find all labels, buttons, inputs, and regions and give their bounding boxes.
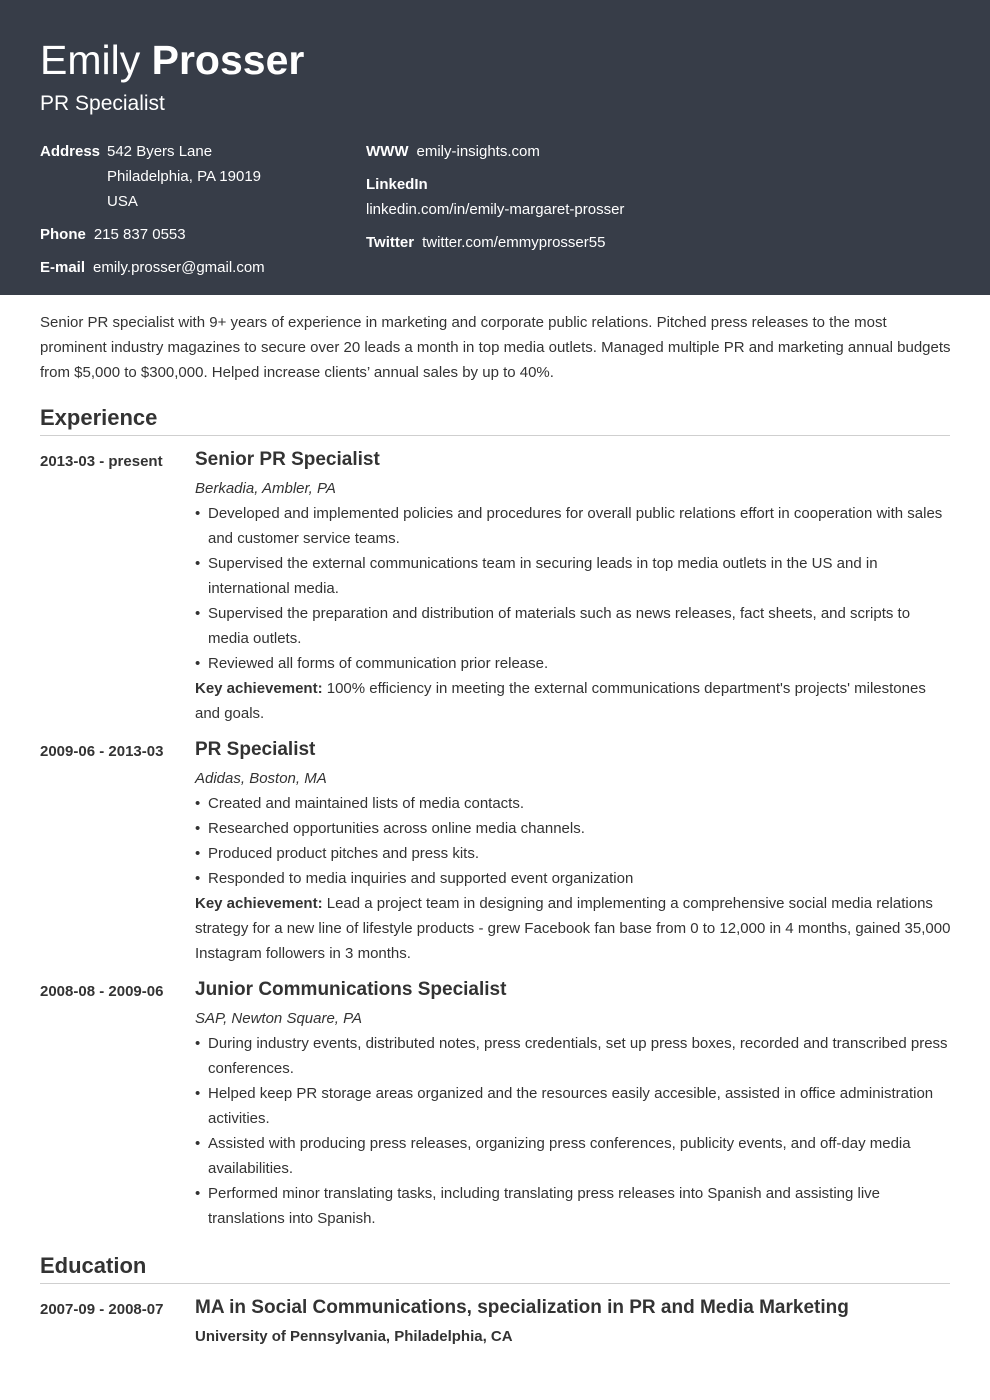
twitter-link[interactable]: twitter.com/emmyprosser55 (422, 234, 606, 251)
candidate-name (40, 36, 304, 84)
job-bullet: • Produced product pitches and press kits. (195, 841, 952, 866)
phone-value[interactable]: 215 837 0553 (93, 226, 186, 243)
education-school: University of Pennsylvania, Philadelphia, CA (195, 1328, 513, 1345)
key-achievement-label: Key achievement: (195, 895, 323, 912)
job-title: Junior Communications Specialist (195, 979, 507, 1000)
twitter-label: Twitter (366, 234, 415, 251)
education-body (195, 1297, 952, 1349)
key-achievement (195, 891, 952, 966)
linkedin-label: LinkedIn (366, 176, 428, 193)
job-body (195, 449, 952, 726)
www-link[interactable]: emily-insights.com (416, 143, 540, 160)
job-bullets (195, 791, 952, 891)
experience-heading: Experience (40, 404, 950, 436)
address-line: Philadelphia, PA 19019 (107, 168, 262, 185)
email-link[interactable]: emily.prosser@gmail.com (93, 259, 265, 276)
job-body (195, 739, 952, 966)
address-lines (107, 139, 261, 214)
job-bullet: • Supervised the preparation and distribution of materials such as news releases, fact sheets, and scripts to media outlets. (195, 601, 952, 651)
job-date: 2013-03 - present (40, 453, 163, 470)
job-bullet: • During industry events, distributed notes, press credentials, set up press boxes, recorded and transcribed press conferences. (195, 1031, 952, 1081)
job-title: PR Specialist (195, 739, 316, 760)
contact-twitter (366, 230, 605, 255)
last-name: Prosser (151, 37, 305, 83)
contact-address (40, 139, 340, 219)
job-date: 2008-08 - 2009-06 (40, 983, 164, 1000)
job-company: Berkadia, Ambler, PA (195, 480, 336, 497)
www-label: WWW (366, 143, 409, 160)
job-title: Senior PR Specialist (195, 449, 380, 470)
job-bullet: • Created and maintained lists of media contacts. (195, 791, 952, 816)
education-heading: Education (40, 1252, 950, 1284)
key-achievement-text: 100% efficiency in meeting the external communications department's projects' milestones and goals. (195, 680, 926, 722)
linkedin-link[interactable]: linkedin.com/in/emily-margaret-prosser (366, 201, 625, 218)
education-date: 2007-09 - 2008-07 (40, 1301, 164, 1318)
job-bullet: • Researched opportunities across online media channels. (195, 816, 952, 841)
contact-phone (40, 222, 186, 247)
job-bullet: • Performed minor translating tasks, including translating press releases into Spanish and assisting live translations into Spanish. (195, 1181, 952, 1231)
key-achievement (195, 676, 952, 726)
job-bullet: • Developed and implemented policies and procedures for overall public relations effort in cooperation with sales and customer service teams. (195, 501, 952, 551)
job-bullets (195, 501, 952, 676)
job-date: 2009-06 - 2013-03 (40, 743, 164, 760)
job-bullets (195, 1031, 952, 1231)
job-body (195, 979, 952, 1231)
job-company: SAP, Newton Square, PA (195, 1010, 363, 1027)
education-degree: MA in Social Communications, specialization in PR and Media Marketing (195, 1297, 849, 1318)
job-bullet: • Helped keep PR storage areas organized and the resources easily accesible, assisted in office administration activities. (195, 1081, 952, 1131)
job-company: Adidas, Boston, MA (195, 770, 327, 787)
candidate-role: PR Specialist (40, 92, 165, 115)
contact-email (40, 255, 265, 280)
address-label: Address (40, 143, 101, 160)
job-bullet: • Responded to media inquiries and supported event organization (195, 866, 952, 891)
contact-www (366, 139, 540, 164)
job-bullet: • Assisted with producing press releases, organizing press conferences, publicity events, and off-day media availabilities. (195, 1131, 952, 1181)
key-achievement-text: Lead a project team in designing and implementing a comprehensive social media relations strategy for a new line of lifestyle products - grew Facebook fan base from 0 to 12,000 in 4 months, gained 35,000 Instagram followers in 3 months. (195, 895, 951, 962)
address-line: 542 Byers Lane (107, 143, 213, 160)
phone-label: Phone (40, 226, 86, 243)
job-bullet: • Reviewed all forms of communication prior release. (195, 651, 952, 676)
job-bullet: • Supervised the external communications team in securing leads in top media outlets in the US and in international media. (195, 551, 952, 601)
resume-header (0, 0, 990, 295)
first-name: Emily (40, 37, 141, 83)
profile-summary: Senior PR specialist with 9+ years of experience in marketing and corporate public relations. Pitched press releases to the most prominent industry magazines to secure over 20 leads a month in top media outlets. Managed multiple PR and marketing annual budgets from $5,000 to $300,000. Helped increase clients’ annual sales by up to 40%. (40, 314, 951, 381)
address-line: USA (107, 193, 138, 210)
key-achievement-label: Key achievement: (195, 680, 323, 697)
email-label: E-mail (40, 259, 86, 276)
contact-linkedin (366, 172, 624, 222)
